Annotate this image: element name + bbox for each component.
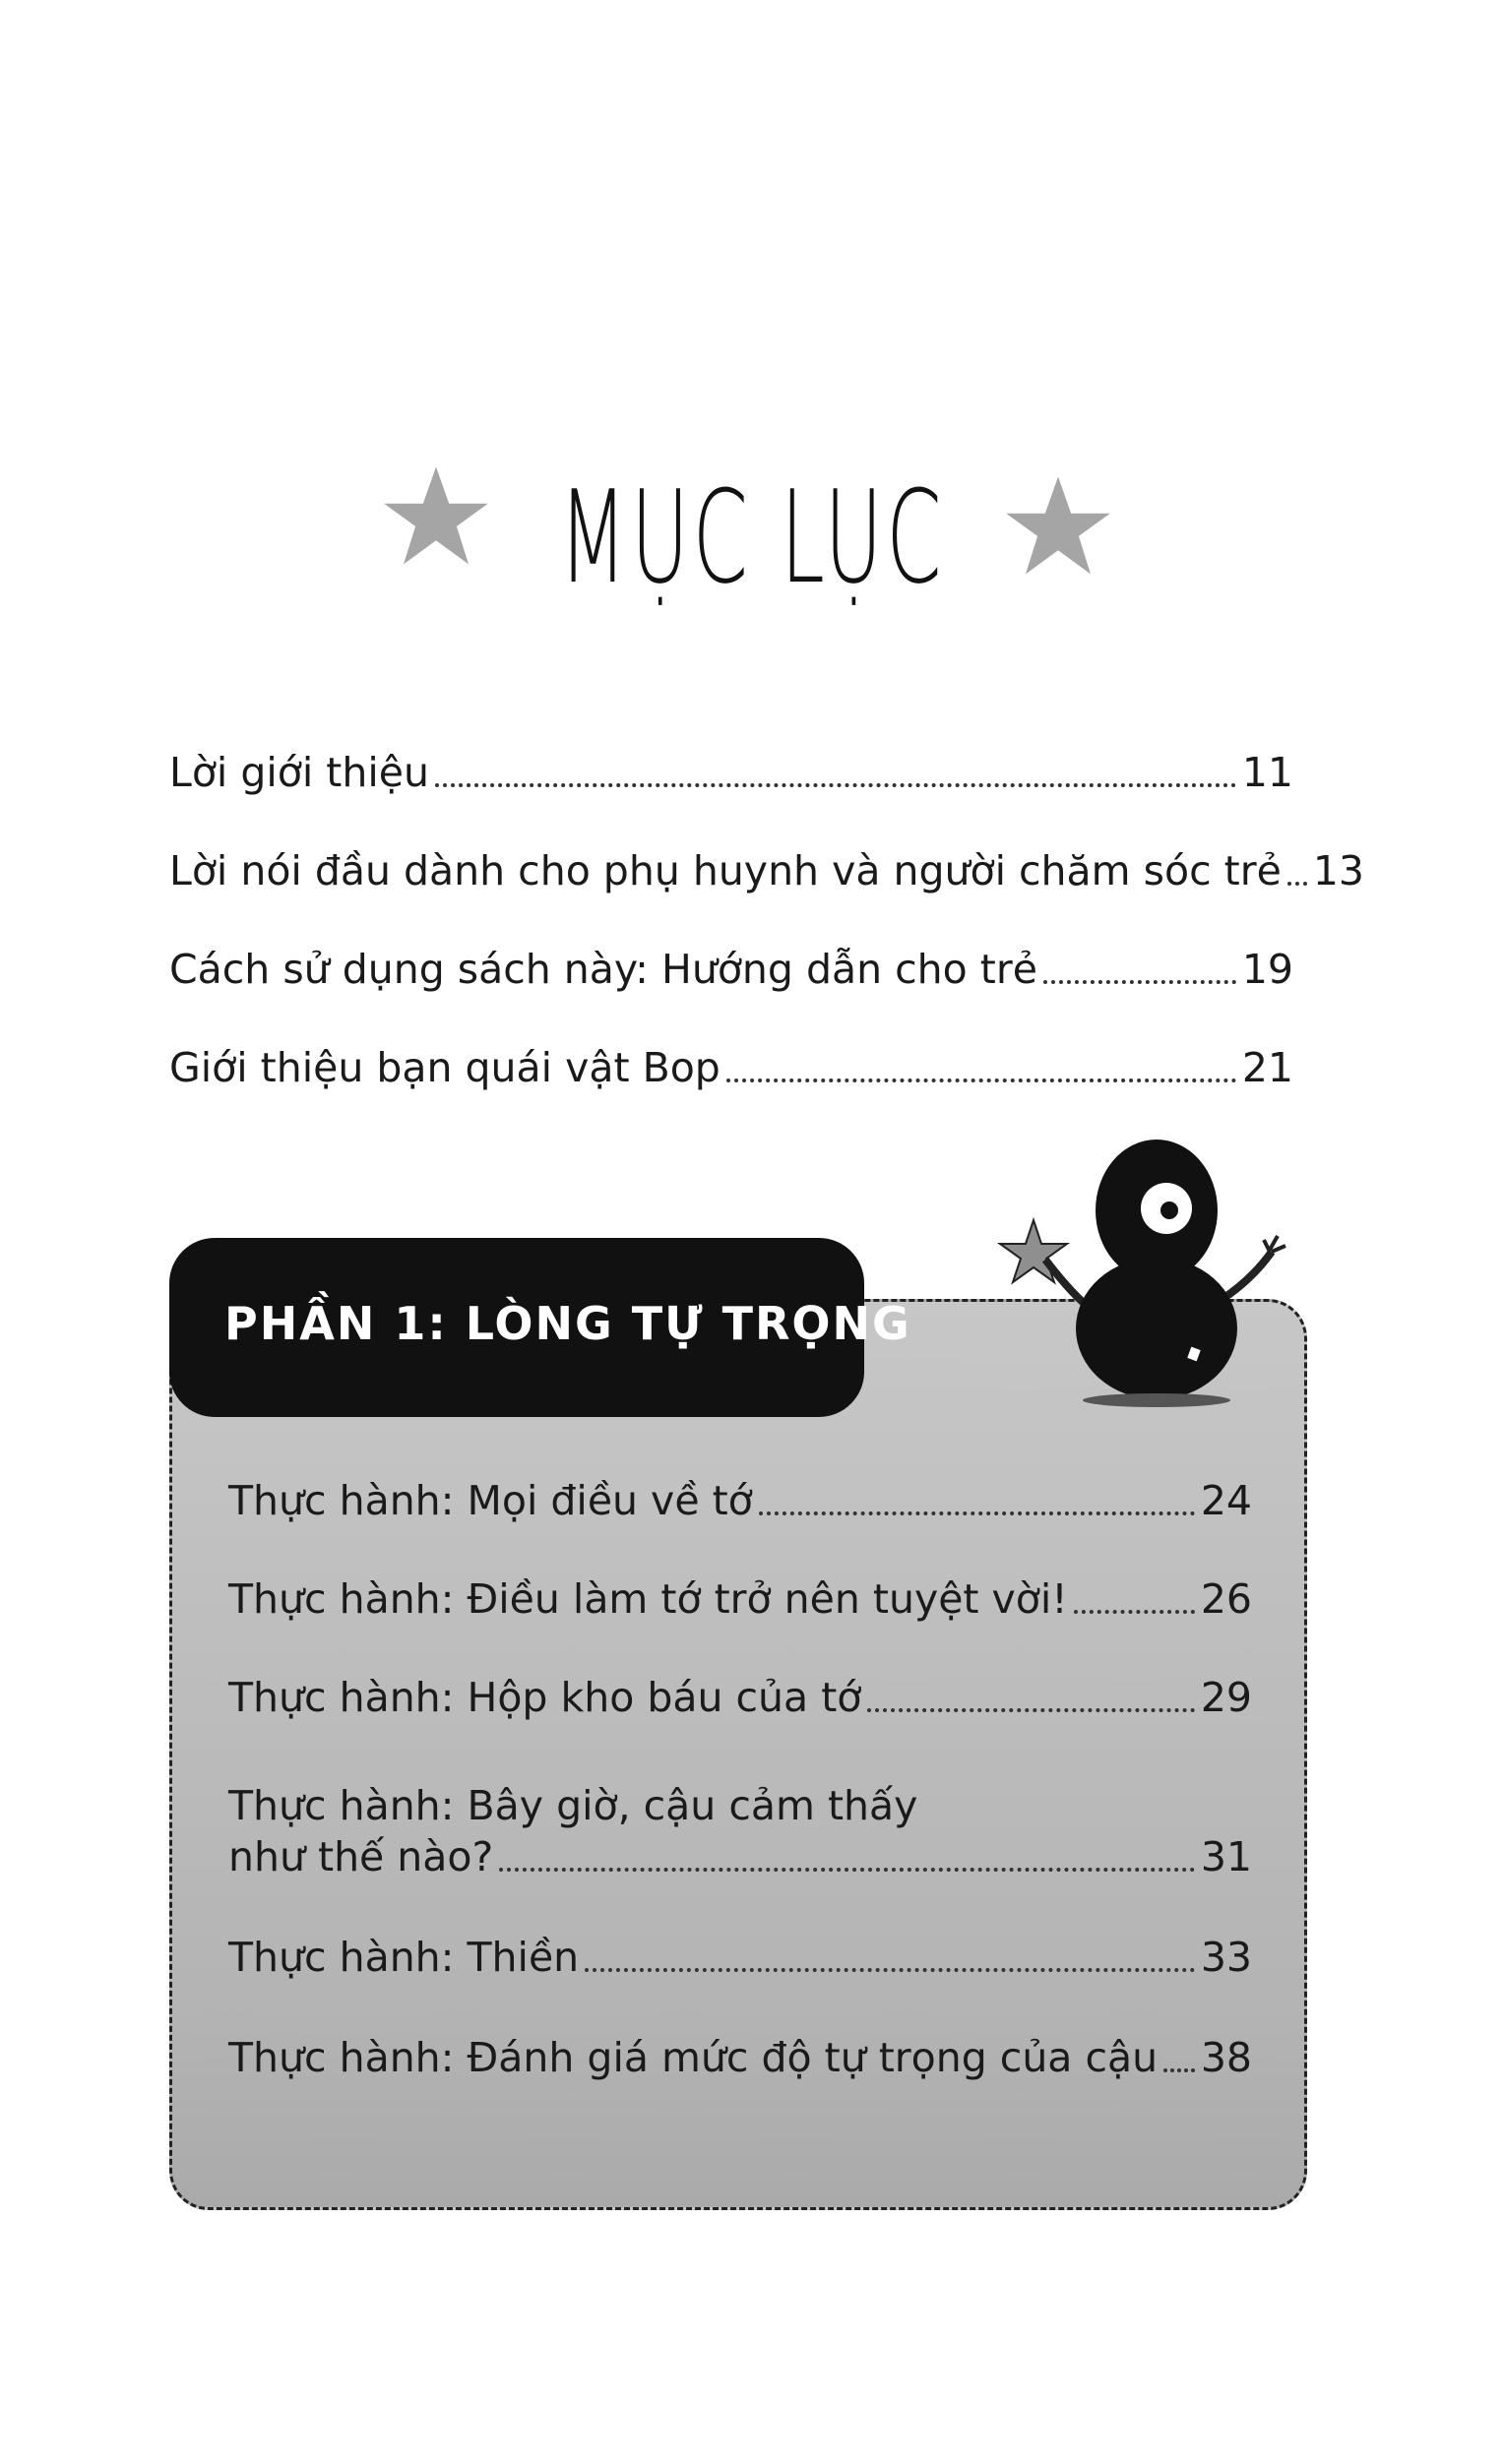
toc-entry xyxy=(169,748,1293,797)
toc-entry-label: Cách sử dụng sách này: Hướng dẫn cho trẻ xyxy=(169,946,1037,993)
part-item-page: 24 xyxy=(1200,1477,1252,1524)
toc-entry-label: Lời nói đầu dành cho phụ huynh và người chăm sóc trẻ xyxy=(169,847,1282,894)
part-item-label: Thực hành: Đánh giá mức độ tự trọng của cậu xyxy=(228,2034,1159,2081)
part-item xyxy=(228,2033,1252,2082)
part-item-page: 31 xyxy=(1200,1833,1252,1880)
toc-entry-label: Giới thiệu bạn quái vật Bop xyxy=(169,1044,721,1091)
part-item-label: Thực hành: Thiền xyxy=(228,1934,580,1981)
dot-leader xyxy=(435,783,1236,787)
dot-leader xyxy=(867,1708,1194,1712)
part-item-page: 38 xyxy=(1200,2034,1252,2081)
toc-entry xyxy=(169,846,1364,895)
dot-leader xyxy=(585,1968,1195,1972)
part-item xyxy=(228,1933,1252,1982)
page-title: MỤC LỤC xyxy=(558,462,946,612)
part-item-page: 26 xyxy=(1200,1575,1252,1623)
dot-leader xyxy=(1074,1610,1195,1614)
part-item-label-line1: Thực hành: Bây giờ, cậu cảm thấy xyxy=(228,1782,918,1829)
toc-entry-page: 19 xyxy=(1241,946,1293,993)
toc-entry-label: Lời giới thiệu xyxy=(169,749,429,796)
part-item xyxy=(228,1574,1252,1624)
dot-leader xyxy=(1163,2068,1195,2072)
part-item-page: 29 xyxy=(1200,1674,1252,1721)
part-item-label: Thực hành: Mọi điều về tớ xyxy=(228,1477,753,1524)
dot-leader xyxy=(726,1078,1236,1082)
part-item xyxy=(228,1673,1252,1722)
toc-entry-page: 13 xyxy=(1312,847,1364,894)
toc-entry-page: 21 xyxy=(1241,1044,1293,1091)
part-heading-label: PHẦN 1: LÒNG TỰ TRỌNG xyxy=(224,1297,911,1350)
dot-leader xyxy=(499,1868,1195,1872)
toc-entry xyxy=(169,1043,1293,1092)
dot-leader xyxy=(1287,882,1307,886)
monster-bop-icon xyxy=(994,1122,1319,1417)
part-item-page: 33 xyxy=(1200,1934,1252,1981)
part-item-label: Thực hành: Hộp kho báu của tớ xyxy=(228,1674,862,1721)
toc-entry-page: 11 xyxy=(1241,749,1293,796)
dot-leader xyxy=(1043,980,1236,984)
part-item-label: Thực hành: Điều làm tớ trở nên tuyệt vời! xyxy=(228,1575,1068,1623)
toc-entry xyxy=(169,945,1293,994)
part-item xyxy=(228,1832,1252,1881)
part-item-label: như thế nào? xyxy=(228,1833,494,1880)
dot-leader xyxy=(759,1511,1195,1515)
part-item xyxy=(228,1476,1252,1525)
